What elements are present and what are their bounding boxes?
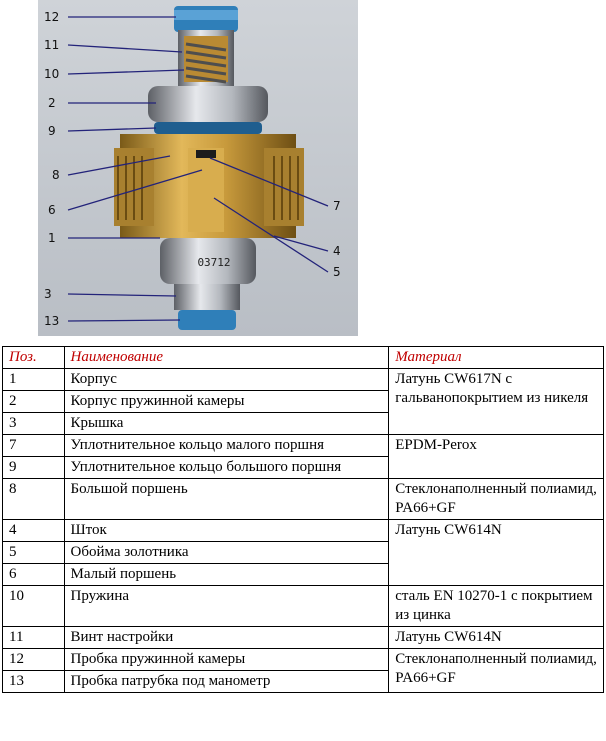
callout-5: 5 [333,265,341,279]
cell-material: Латунь CW614N [389,520,604,586]
cell-pos: 6 [3,564,65,586]
table-row [3,627,604,649]
table-row [3,435,604,457]
cell-material: EPDM-Perox [389,435,604,479]
cell-name: Винт настройки [64,627,389,649]
cell-material: Стеклонаполненный полиамид, PA66+GF [389,479,604,520]
cell-name: Шток [64,520,389,542]
cell-pos: 12 [3,649,65,671]
cell-pos: 4 [3,520,65,542]
cell-name: Уплотнительное кольцо малого поршня [64,435,389,457]
cell-name: Крышка [64,413,389,435]
table-row [3,586,604,627]
table-row [3,369,604,391]
callout-8: 8 [52,168,60,182]
cell-material: Латунь CW617N с гальванопокрытием из никеля [389,369,604,435]
callout-4: 4 [333,244,341,258]
cell-pos: 11 [3,627,65,649]
spring-chamber-housing [148,86,268,122]
callout-13: 13 [44,314,60,328]
callout-9: 9 [48,124,56,138]
table-row [3,649,604,671]
callout-1: 1 [48,231,56,245]
cell-material: Стеклонаполненный полиамид, PA66+GF [389,649,604,693]
cell-pos: 3 [3,413,65,435]
cell-pos: 13 [3,671,65,693]
callout-6: 6 [48,203,56,217]
cell-name: Малый поршень [64,564,389,586]
cell-pos: 10 [3,586,65,627]
callout-12: 12 [44,10,60,24]
callout-7: 7 [333,199,341,213]
callout-3: 3 [44,287,52,301]
cell-name: Пробка патрубка под манометр [64,671,389,693]
valve-cutaway-photo [38,0,358,336]
cell-material: Латунь CW614N [389,627,604,649]
cell-pos: 1 [3,369,65,391]
header-material: Материал [389,347,604,369]
cell-name: Корпус [64,369,389,391]
gauge-port-plug [178,310,236,330]
callout-10: 10 [44,67,60,81]
cell-name: Большой поршень [64,479,389,520]
cell-pos: 2 [3,391,65,413]
body-marking: 03712 [197,256,231,269]
table-row [3,520,604,542]
header-name: Наименование [64,347,389,369]
cell-name: Уплотнительное кольцо большого поршня [64,457,389,479]
header-pos: Поз. [3,347,65,369]
parts-table [2,346,604,693]
table-row [3,479,604,520]
cell-name: Обойма золотника [64,542,389,564]
table-header-row [3,347,604,369]
callout-2: 2 [48,96,56,110]
cell-name: Корпус пружинной камеры [64,391,389,413]
callout-11: 11 [44,38,60,52]
cell-name: Пробка пружинной камеры [64,649,389,671]
cell-pos: 5 [3,542,65,564]
cell-pos: 7 [3,435,65,457]
cell-name: Пружина [64,586,389,627]
cell-material: сталь EN 10270-1 с покрытием из цинка [389,586,604,627]
cell-pos: 9 [3,457,65,479]
cell-pos: 8 [3,479,65,520]
